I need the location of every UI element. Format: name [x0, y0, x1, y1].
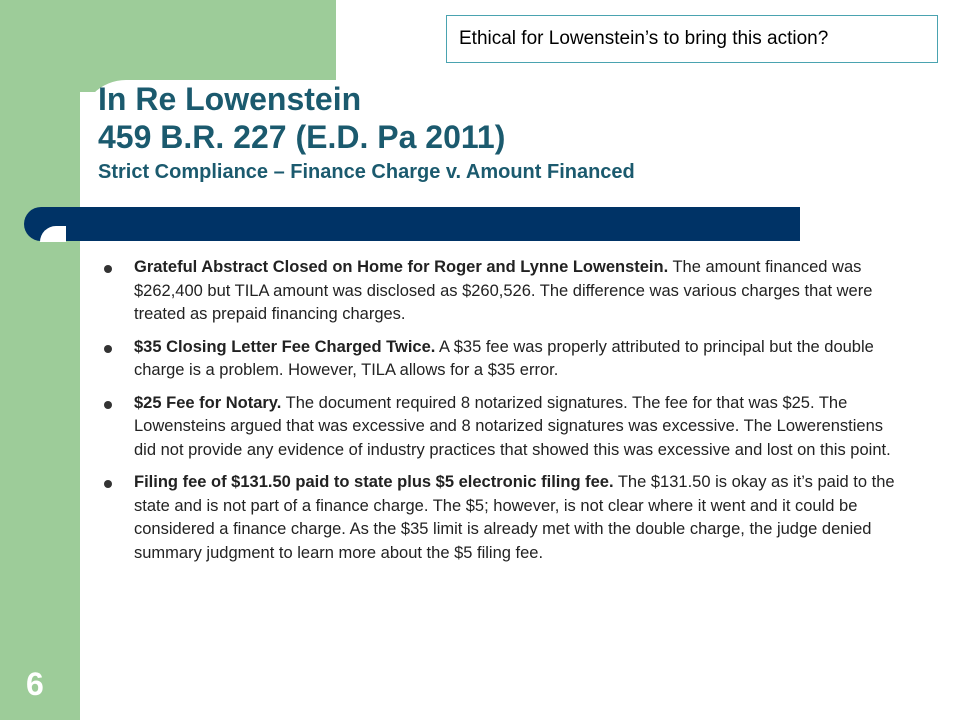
case-name: In Re Lowenstein [98, 81, 362, 117]
bullet-heading: Grateful Abstract Closed on Home for Roger and Lynne Lowenstein. [134, 258, 669, 276]
bullet-item [104, 471, 904, 565]
bullet-list [104, 256, 904, 574]
bullet-text: The $131.50 is okay as it’s paid to the state and is not part of a finance charge. The $5; however, is not clear where it went and it could be considered a finance charge. As the $35 limit is already met with the double charge, the judge denied summary judgment to learn more about the $5 filing fee. [134, 473, 895, 562]
left-accent-strip [0, 0, 80, 720]
bullet-item [104, 256, 904, 327]
bullet-dot-icon [104, 265, 112, 273]
bullet-heading: $25 Fee for Notary. [134, 393, 282, 412]
slide-subtitle: Strict Compliance – Finance Charge v. Amount Financed [98, 161, 635, 183]
bullet-item [104, 336, 904, 383]
bullet-heading: Filing fee of $131.50 paid to state plus $5 electronic filing fee. [134, 473, 614, 491]
case-citation: 459 B.R. 227 (E.D. Pa 2011) [98, 119, 506, 155]
bullet-text: The document required 8 notarized signatures. The fee for that was $25. The Lowensteins argued that was excessive and 8 notarized signatures was excessive. The Lowerenstiens did not provide any evidence of industry practices that showed this was excessive and lost on this point. [134, 393, 891, 459]
top-accent-block [80, 0, 336, 92]
bullet-dot-icon [104, 480, 112, 488]
bullet-item [104, 392, 904, 463]
title-divider-bar [24, 207, 800, 241]
callout-question-box: Ethical for Lowenstein’s to bring this action? [446, 15, 938, 63]
bullet-text: A $35 fee was properly attributed to principal but the double charge is a problem. However, TILA allows for a $35 error. [134, 337, 874, 379]
bullet-dot-icon [104, 401, 112, 409]
bullet-text: The amount financed was $262,400 but TILA amount was disclosed as $260,526. The difference was various charges that were treated as prepaid financing charges. [134, 258, 873, 323]
bullet-heading: $35 Closing Letter Fee Charged Twice. [134, 337, 436, 356]
slide-number: 6 [26, 666, 44, 702]
slide-title [98, 80, 898, 184]
bullet-dot-icon [104, 345, 112, 353]
